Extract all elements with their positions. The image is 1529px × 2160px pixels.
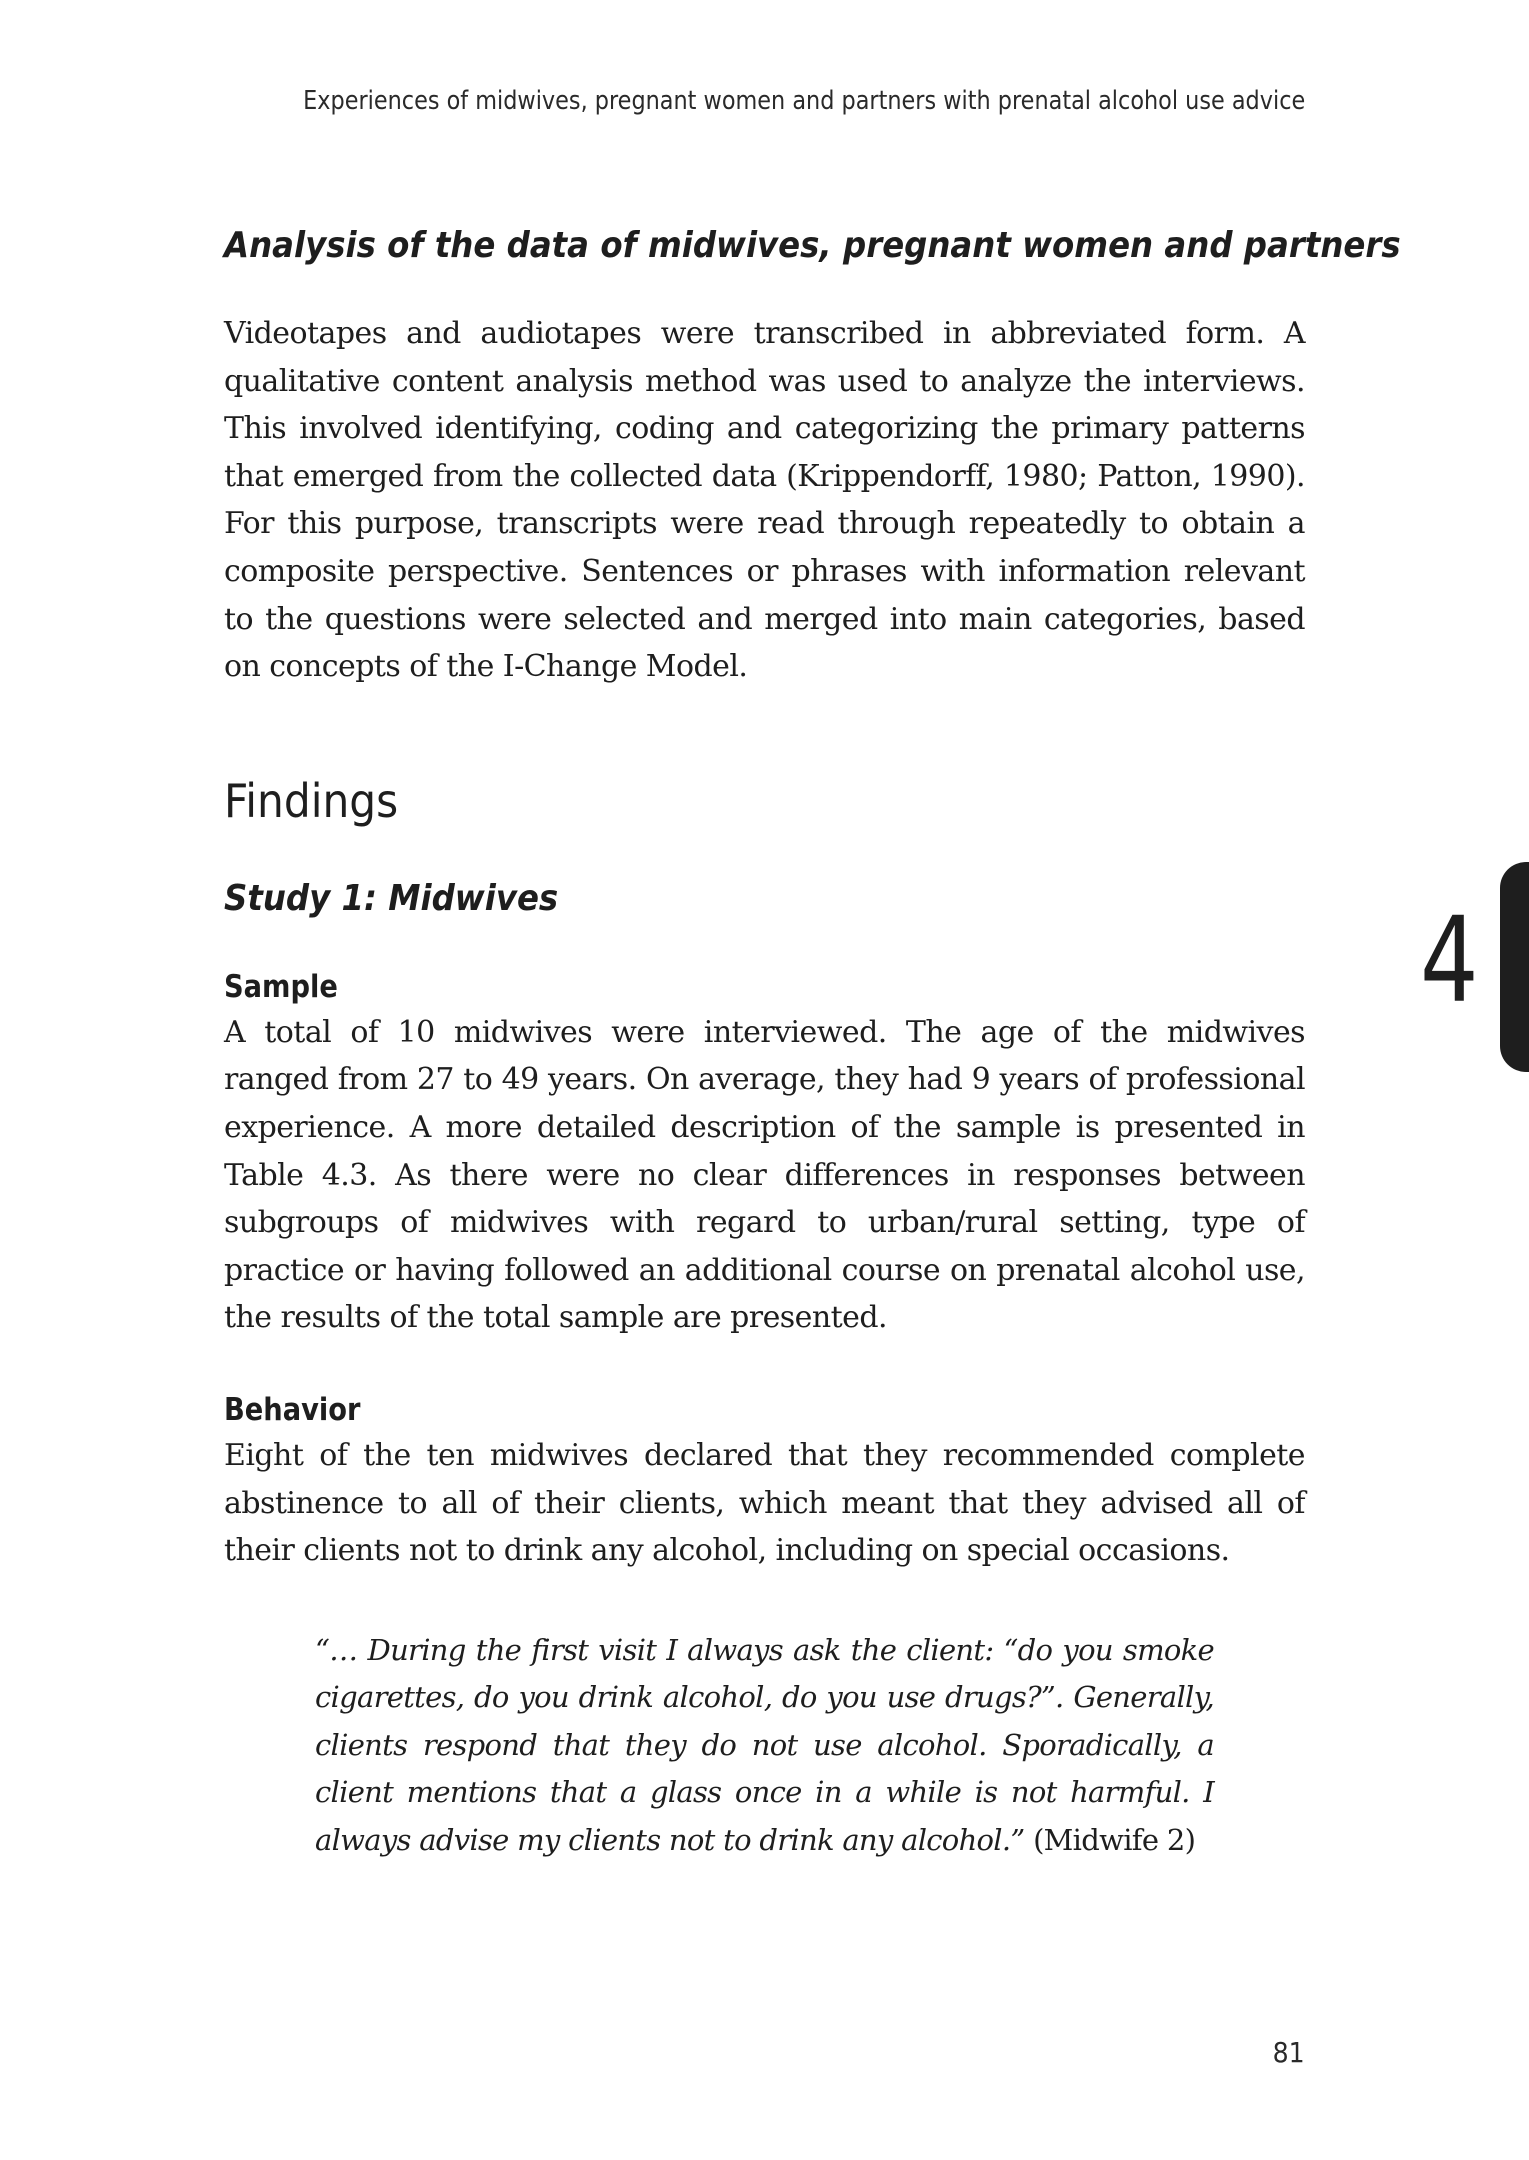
- quote-text: “… During the first visit I always ask the client: “do you smoke cigarettes, do you drink alcohol, do you use drugs?”. Generally, clients respond that they do not use alcohol. Sporadically, a client mentions that a glass once in a while is not harmful. I always advise my clients not to drink any alcohol.”: [315, 1632, 1214, 1858]
- midwife-quote: [315, 1627, 1214, 1865]
- chapter-thumb-tab: [1500, 862, 1529, 1072]
- behavior-heading: Behavior: [224, 1391, 361, 1428]
- chapter-number: 4: [1420, 891, 1479, 1029]
- findings-heading: Findings: [224, 773, 399, 828]
- quote-attribution: (Midwife 2): [1033, 1823, 1196, 1858]
- analysis-paragraph: Videotapes and audiotapes were transcribed in abbreviated form. A qualitative content analysis method was used to analyze the interviews. This involved identifying, coding and categorizing the primary patterns that emerged from the collected data (Krippendorff, 1980; Patton, 1990). For this purpose, transcripts were read through repeatedly to obtain a composite perspective. Sentences or phrases with information relevant to the questions were selected and merged into main categories, based on concepts of the I-Change Model.: [224, 316, 1305, 685]
- behavior-paragraph: Eight of the ten midwives declared that they recommended complete abstinence to all of their clients, which meant that they advised all of their clients not to drink any alcohol, including on special occasions.: [224, 1437, 1305, 1569]
- study-heading: Study 1: Midwives: [224, 877, 559, 919]
- sample-paragraph: A total of 10 midwives were interviewed. The age of the midwives ranged from 27 to 49 years. On average, they had 9 years of professional experience. A more detailed description of the sample is presented in Table 4.3. As there were no clear differences in responses between subgroups of midwives with regard to urban/rural setting, type of practice or having followed an additional course on prenatal alcohol use, the results of the total sample are presented.: [224, 1014, 1305, 1336]
- main-content: [224, 220, 1401, 1865]
- page-number: 81: [1272, 2036, 1305, 2069]
- sample-heading: Sample: [224, 968, 338, 1005]
- analysis-heading: Analysis of the data of midwives, pregnant women and partners: [224, 225, 1401, 266]
- running-header: Experiences of midwives, pregnant women and partners with prenatal alcohol use advice: [302, 86, 1305, 116]
